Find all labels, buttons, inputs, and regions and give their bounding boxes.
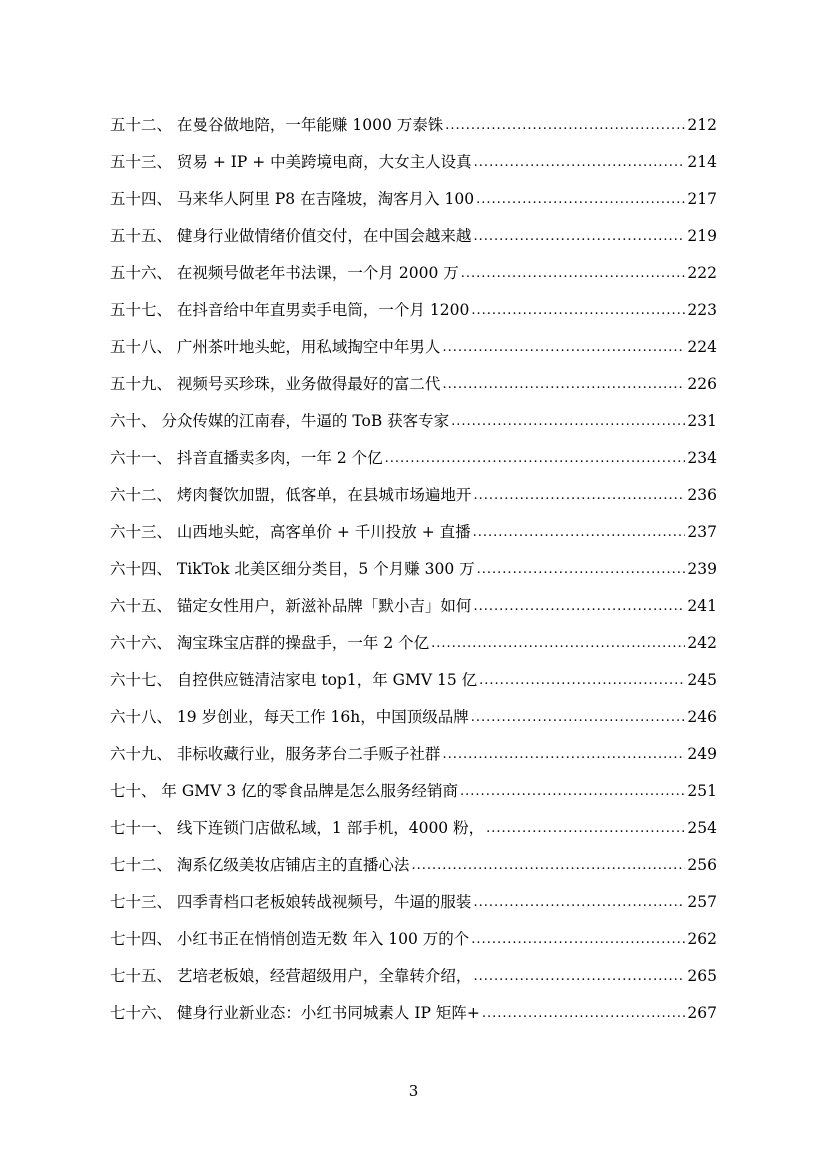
toc-entry-page-number: 249 bbox=[687, 745, 717, 763]
toc-entry-title: 六十九、 非标收藏行业，服务茅台二手贩子社群 bbox=[110, 745, 441, 763]
toc-entry-title: 五十二、 在曼谷做地陪，一年能赚 1000 万泰铢 bbox=[110, 116, 444, 134]
toc-dot-leader bbox=[473, 588, 685, 625]
toc-entry[interactable] bbox=[110, 292, 717, 329]
toc-dot-leader bbox=[385, 440, 686, 477]
toc-entry[interactable] bbox=[110, 107, 717, 144]
toc-dot-leader bbox=[442, 366, 685, 403]
toc-entry-title: 五十八、 广州茶叶地头蛇，用私域掏空中年男人 bbox=[110, 338, 441, 356]
toc-entry-page-number: 234 bbox=[687, 449, 717, 467]
toc-dot-leader bbox=[479, 662, 685, 699]
toc-entry-title: 五十六、 在视频号做老年书法课，一个月 2000 万 bbox=[110, 264, 459, 282]
toc-entry[interactable] bbox=[110, 847, 717, 884]
toc-dot-leader bbox=[476, 181, 685, 218]
toc-entry-page-number: 242 bbox=[687, 634, 717, 652]
toc-entry-title: 七十四、 小红书正在悄悄创造无数 年入 100 万的个 bbox=[110, 930, 470, 948]
toc-entry-page-number: 256 bbox=[687, 856, 717, 874]
toc-entry[interactable] bbox=[110, 144, 717, 181]
toc-dot-leader bbox=[473, 514, 686, 551]
toc-dot-leader bbox=[471, 292, 685, 329]
toc-entry[interactable] bbox=[110, 662, 717, 699]
toc-dot-leader bbox=[486, 810, 685, 847]
toc-dot-leader bbox=[411, 847, 685, 884]
toc-entry-page-number: 267 bbox=[687, 1004, 717, 1022]
toc-entry-page-number: 212 bbox=[687, 116, 717, 134]
page-number: 3 bbox=[408, 1082, 419, 1100]
toc-entry[interactable] bbox=[110, 329, 717, 366]
toc-entry[interactable] bbox=[110, 181, 717, 218]
toc-entry-title: 六十二、 烤肉餐饮加盟，低客单，在县城市场遍地开 bbox=[110, 486, 472, 504]
toc-entry-title: 六十四、 TikTok 北美区细分类目，5 个月赚 300 万 bbox=[110, 560, 475, 578]
toc-dot-leader bbox=[473, 884, 685, 921]
toc-entry-title: 六十三、 山西地头蛇，高客单价 + 千川投放 + 直播 bbox=[110, 523, 471, 541]
toc-entry-page-number: 262 bbox=[687, 930, 717, 948]
toc-entry-page-number: 254 bbox=[687, 819, 717, 837]
toc-entry-page-number: 246 bbox=[687, 708, 717, 726]
toc-entry-page-number: 222 bbox=[687, 264, 717, 282]
toc-entry-page-number: 223 bbox=[687, 301, 717, 319]
toc-dot-leader bbox=[474, 144, 686, 181]
toc-dot-leader bbox=[473, 958, 685, 995]
toc-entry-page-number: 241 bbox=[687, 597, 717, 615]
toc-entry[interactable] bbox=[110, 403, 717, 440]
toc-entry[interactable] bbox=[110, 810, 717, 847]
toc-entry[interactable] bbox=[110, 551, 717, 588]
toc-dot-leader bbox=[445, 107, 685, 144]
toc-entry-page-number: 214 bbox=[687, 153, 717, 171]
toc-dot-leader bbox=[451, 403, 685, 440]
toc-dot-leader bbox=[442, 329, 685, 366]
toc-entry-page-number: 217 bbox=[687, 190, 717, 208]
toc-entry[interactable] bbox=[110, 255, 717, 292]
toc-dot-leader bbox=[431, 625, 685, 662]
toc-entry-title: 七十六、 健身行业新业态：小红书同城素人 IP 矩阵+ bbox=[110, 1004, 480, 1022]
toc-entry[interactable] bbox=[110, 995, 717, 1032]
toc-entry-title: 五十三、 贸易 + IP + 中美跨境电商，大女主人设真 bbox=[110, 153, 472, 171]
toc-entry-title: 五十九、 视频号买珍珠，业务做得最好的富二代 bbox=[110, 375, 441, 393]
toc-entry[interactable] bbox=[110, 588, 717, 625]
toc-entry-title: 七十、 年 GMV 3 亿的零食品牌是怎么服务经销商 bbox=[110, 782, 459, 800]
toc-entry-page-number: 245 bbox=[687, 671, 717, 689]
toc-entry-title: 六十一、 抖音直播卖多肉，一年 2 个亿 bbox=[110, 449, 383, 467]
toc-dot-leader bbox=[442, 736, 685, 773]
toc-entry-title: 六十五、 锚定女性用户，新滋补品牌「默小吉」如何 bbox=[110, 597, 472, 615]
toc-entry-title: 五十四、 马来华人阿里 P8 在吉隆坡，淘客月入 100 bbox=[110, 190, 475, 208]
toc-entry[interactable] bbox=[110, 736, 717, 773]
toc-entry[interactable] bbox=[110, 773, 717, 810]
toc-entry[interactable] bbox=[110, 921, 717, 958]
toc-dot-leader bbox=[473, 218, 685, 255]
toc-entry-page-number: 239 bbox=[687, 560, 717, 578]
toc-entry-title: 六十六、 淘宝珠宝店群的操盘手，一年 2 个亿 bbox=[110, 634, 430, 652]
toc-entry-title: 七十五、 艺培老板娘，经营超级用户，全靠转介绍， bbox=[110, 967, 472, 985]
toc-entry-page-number: 219 bbox=[687, 227, 717, 245]
toc-entry-page-number: 226 bbox=[687, 375, 717, 393]
toc-entry-title: 五十七、 在抖音给中年直男卖手电筒，一个月 1200 bbox=[110, 301, 470, 319]
toc-entry-page-number: 257 bbox=[687, 893, 717, 911]
toc-dot-leader bbox=[471, 699, 686, 736]
toc-dot-leader bbox=[471, 921, 685, 958]
table-of-contents bbox=[110, 107, 717, 1032]
toc-entry-title: 六十七、 自控供应链清洁家电 top1，年 GMV 15 亿 bbox=[110, 671, 478, 689]
toc-entry-title: 七十二、 淘系亿级美妆店铺店主的直播心法 bbox=[110, 856, 410, 874]
toc-dot-leader bbox=[460, 773, 685, 810]
toc-entry[interactable] bbox=[110, 218, 717, 255]
toc-dot-leader bbox=[477, 551, 686, 588]
toc-entry-page-number: 236 bbox=[687, 486, 717, 504]
toc-entry[interactable] bbox=[110, 440, 717, 477]
toc-entry[interactable] bbox=[110, 366, 717, 403]
toc-dot-leader bbox=[473, 477, 685, 514]
toc-entry-page-number: 251 bbox=[687, 782, 717, 800]
toc-entry[interactable] bbox=[110, 699, 717, 736]
toc-entry-page-number: 224 bbox=[687, 338, 717, 356]
toc-entry-title: 六十八、 19 岁创业，每天工作 16h，中国顶级品牌 bbox=[110, 708, 469, 726]
toc-entry[interactable] bbox=[110, 958, 717, 995]
toc-entry-title: 七十三、 四季青档口老板娘转战视频号，牛逼的服装 bbox=[110, 893, 472, 911]
toc-entry-title: 七十一、 线下连锁门店做私域，1 部手机，4000 粉， bbox=[110, 819, 485, 837]
toc-entry[interactable] bbox=[110, 477, 717, 514]
toc-entry-page-number: 231 bbox=[687, 412, 717, 430]
toc-entry[interactable] bbox=[110, 514, 717, 551]
toc-entry[interactable] bbox=[110, 884, 717, 921]
toc-entry-title: 五十五、 健身行业做情绪价值交付，在中国会越来越 bbox=[110, 227, 472, 245]
toc-entry-page-number: 237 bbox=[687, 523, 717, 541]
toc-dot-leader bbox=[482, 995, 686, 1032]
toc-dot-leader bbox=[461, 255, 686, 292]
toc-entry-page-number: 265 bbox=[687, 967, 717, 985]
toc-entry-title: 六十、 分众传媒的江南春，牛逼的 ToB 获客专家 bbox=[110, 412, 450, 430]
toc-entry[interactable] bbox=[110, 625, 717, 662]
